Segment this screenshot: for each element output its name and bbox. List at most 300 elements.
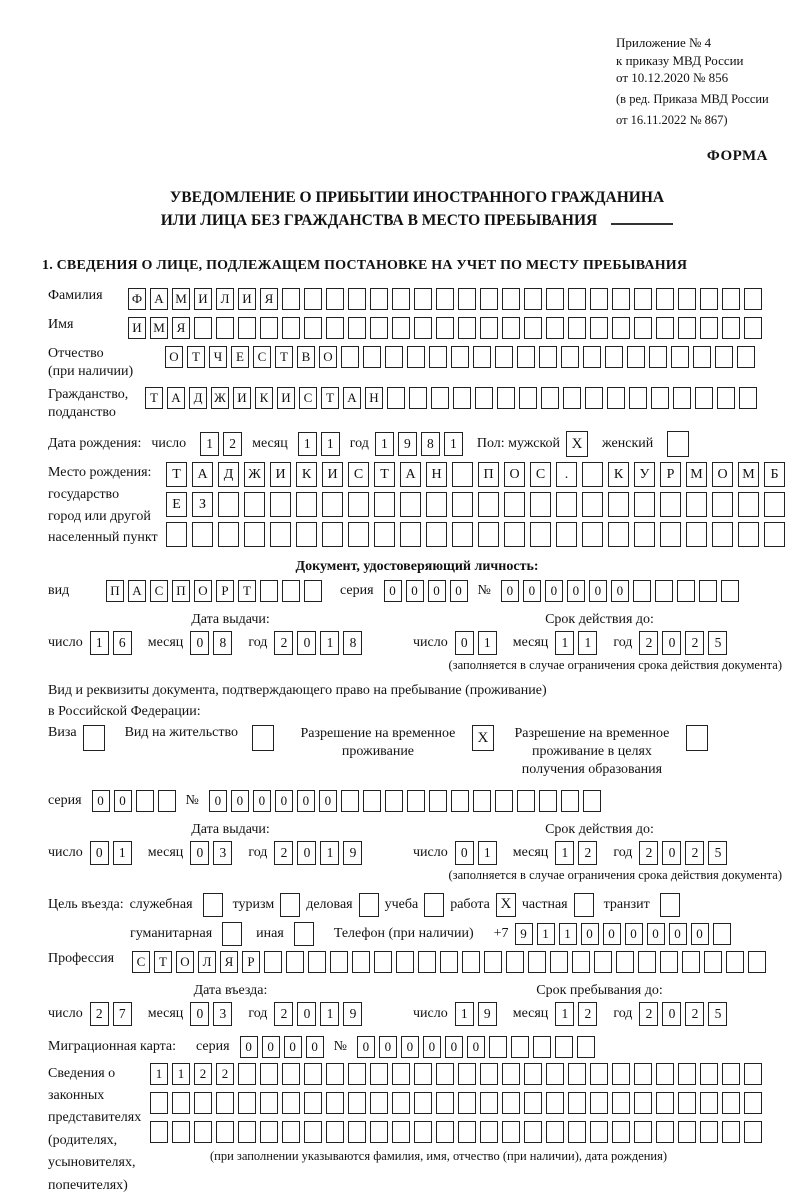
char-box[interactable]: 2 xyxy=(274,631,293,655)
char-box[interactable] xyxy=(282,1092,300,1114)
char-box[interactable]: 1 xyxy=(578,631,597,655)
char-box[interactable]: И xyxy=(270,462,291,487)
char-box[interactable] xyxy=(304,1121,322,1143)
char-box[interactable] xyxy=(524,317,542,339)
char-box[interactable] xyxy=(541,387,559,409)
char-box[interactable]: А xyxy=(128,580,146,602)
char-box[interactable] xyxy=(296,492,317,517)
char-box[interactable] xyxy=(304,317,322,339)
char-box[interactable] xyxy=(489,1036,507,1058)
char-box[interactable] xyxy=(409,387,427,409)
char-box[interactable] xyxy=(270,522,291,547)
char-box[interactable] xyxy=(392,1121,410,1143)
purpose-transit-checkbox[interactable] xyxy=(660,893,680,917)
char-box[interactable] xyxy=(608,522,629,547)
char-box[interactable]: 3 xyxy=(213,1002,232,1026)
char-box[interactable]: У xyxy=(634,462,655,487)
char-box[interactable] xyxy=(326,1092,344,1114)
char-box[interactable] xyxy=(348,522,369,547)
char-box[interactable]: 5 xyxy=(708,841,727,865)
char-box[interactable] xyxy=(764,522,785,547)
char-box[interactable] xyxy=(452,492,473,517)
char-box[interactable] xyxy=(546,1063,564,1085)
char-box[interactable]: 8 xyxy=(343,631,362,655)
char-box[interactable] xyxy=(480,1092,498,1114)
char-box[interactable] xyxy=(370,1092,388,1114)
char-box[interactable]: С xyxy=(348,462,369,487)
char-box[interactable] xyxy=(458,1063,476,1085)
char-box[interactable] xyxy=(713,923,731,945)
char-box[interactable]: И xyxy=(322,462,343,487)
char-box[interactable]: П xyxy=(106,580,124,602)
char-box[interactable] xyxy=(192,522,213,547)
char-box[interactable]: О xyxy=(165,346,183,368)
char-box[interactable] xyxy=(700,288,718,310)
purpose-work-checkbox[interactable]: X xyxy=(496,893,516,917)
char-box[interactable] xyxy=(326,1121,344,1143)
char-box[interactable] xyxy=(480,1121,498,1143)
char-box[interactable] xyxy=(473,346,491,368)
char-box[interactable]: 0 xyxy=(297,790,315,812)
char-box[interactable] xyxy=(715,346,733,368)
char-box[interactable]: 2 xyxy=(639,841,658,865)
char-box[interactable]: 1 xyxy=(559,923,577,945)
char-box[interactable]: 0 xyxy=(262,1036,280,1058)
char-box[interactable] xyxy=(656,1121,674,1143)
char-box[interactable]: 2 xyxy=(578,841,597,865)
char-box[interactable] xyxy=(238,317,256,339)
char-box[interactable] xyxy=(286,951,304,973)
char-box[interactable] xyxy=(462,951,480,973)
char-box[interactable]: С xyxy=(253,346,271,368)
char-box[interactable] xyxy=(511,1036,529,1058)
char-box[interactable] xyxy=(326,288,344,310)
char-box[interactable] xyxy=(504,522,525,547)
char-box[interactable] xyxy=(721,580,739,602)
char-box[interactable] xyxy=(308,951,326,973)
temp-residence-checkbox[interactable]: X xyxy=(472,725,494,751)
char-box[interactable] xyxy=(577,1036,595,1058)
char-box[interactable] xyxy=(158,790,176,812)
char-box[interactable]: 0 xyxy=(357,1036,375,1058)
char-box[interactable] xyxy=(282,317,300,339)
char-box[interactable] xyxy=(414,317,432,339)
char-box[interactable]: 2 xyxy=(274,1002,293,1026)
char-box[interactable] xyxy=(678,1121,696,1143)
char-box[interactable] xyxy=(385,346,403,368)
char-box[interactable] xyxy=(634,1063,652,1085)
char-box[interactable]: З xyxy=(192,492,213,517)
char-box[interactable]: 9 xyxy=(343,841,362,865)
char-box[interactable]: Т xyxy=(321,387,339,409)
purpose-other-checkbox[interactable] xyxy=(294,922,314,946)
char-box[interactable] xyxy=(546,288,564,310)
char-box[interactable]: . xyxy=(556,462,577,487)
char-box[interactable]: 2 xyxy=(685,841,704,865)
char-box[interactable]: 0 xyxy=(545,580,563,602)
char-box[interactable]: Е xyxy=(231,346,249,368)
char-box[interactable] xyxy=(561,346,579,368)
char-box[interactable] xyxy=(136,790,154,812)
char-box[interactable] xyxy=(480,317,498,339)
char-box[interactable]: 1 xyxy=(555,631,574,655)
char-box[interactable] xyxy=(528,951,546,973)
char-box[interactable]: 0 xyxy=(428,580,446,602)
char-box[interactable]: 0 xyxy=(306,1036,324,1058)
char-box[interactable]: А xyxy=(167,387,185,409)
char-box[interactable] xyxy=(712,492,733,517)
char-box[interactable]: С xyxy=(150,580,168,602)
char-box[interactable] xyxy=(634,492,655,517)
char-box[interactable] xyxy=(282,580,300,602)
char-box[interactable] xyxy=(370,1121,388,1143)
char-box[interactable] xyxy=(678,1063,696,1085)
char-box[interactable] xyxy=(414,1092,432,1114)
char-box[interactable]: 0 xyxy=(647,923,665,945)
char-box[interactable]: 2 xyxy=(216,1063,234,1085)
char-box[interactable]: 0 xyxy=(567,580,585,602)
char-box[interactable] xyxy=(304,1092,322,1114)
char-box[interactable] xyxy=(700,1063,718,1085)
char-box[interactable] xyxy=(594,951,612,973)
char-box[interactable] xyxy=(407,346,425,368)
char-box[interactable] xyxy=(238,1121,256,1143)
char-box[interactable] xyxy=(627,346,645,368)
char-box[interactable] xyxy=(436,1063,454,1085)
char-box[interactable] xyxy=(605,346,623,368)
char-box[interactable]: 1 xyxy=(320,1002,339,1026)
char-box[interactable] xyxy=(546,1121,564,1143)
char-box[interactable]: 0 xyxy=(297,631,316,655)
char-box[interactable]: 0 xyxy=(319,790,337,812)
char-box[interactable] xyxy=(660,522,681,547)
char-box[interactable]: 1 xyxy=(555,841,574,865)
char-box[interactable] xyxy=(260,1121,278,1143)
char-box[interactable] xyxy=(238,1063,256,1085)
char-box[interactable]: 2 xyxy=(274,841,293,865)
char-box[interactable] xyxy=(660,492,681,517)
purpose-humanitarian-checkbox[interactable] xyxy=(222,922,242,946)
char-box[interactable] xyxy=(387,387,405,409)
char-box[interactable]: 3 xyxy=(213,841,232,865)
char-box[interactable]: 0 xyxy=(467,1036,485,1058)
char-box[interactable] xyxy=(260,580,278,602)
char-box[interactable] xyxy=(304,1063,322,1085)
char-box[interactable]: 0 xyxy=(297,1002,316,1026)
char-box[interactable] xyxy=(282,1121,300,1143)
char-box[interactable] xyxy=(352,951,370,973)
char-box[interactable] xyxy=(495,346,513,368)
char-box[interactable]: 1 xyxy=(90,631,109,655)
char-box[interactable]: 9 xyxy=(343,1002,362,1026)
char-box[interactable]: С xyxy=(530,462,551,487)
char-box[interactable]: 0 xyxy=(445,1036,463,1058)
char-box[interactable]: Т xyxy=(187,346,205,368)
char-box[interactable]: Т xyxy=(154,951,172,973)
char-box[interactable] xyxy=(341,346,359,368)
char-box[interactable]: Т xyxy=(275,346,293,368)
char-box[interactable] xyxy=(218,522,239,547)
char-box[interactable] xyxy=(348,1092,366,1114)
char-box[interactable] xyxy=(608,492,629,517)
char-box[interactable] xyxy=(374,951,392,973)
char-box[interactable] xyxy=(678,317,696,339)
char-box[interactable] xyxy=(530,492,551,517)
char-box[interactable] xyxy=(546,317,564,339)
char-box[interactable]: 0 xyxy=(190,841,209,865)
char-box[interactable] xyxy=(497,387,515,409)
char-box[interactable] xyxy=(555,1036,573,1058)
char-box[interactable]: 2 xyxy=(194,1063,212,1085)
char-box[interactable]: А xyxy=(150,288,168,310)
char-box[interactable]: 2 xyxy=(223,432,242,456)
char-box[interactable] xyxy=(451,346,469,368)
char-box[interactable] xyxy=(172,1121,190,1143)
char-box[interactable] xyxy=(150,1121,168,1143)
char-box[interactable] xyxy=(524,1092,542,1114)
char-box[interactable] xyxy=(556,522,577,547)
char-box[interactable] xyxy=(524,288,542,310)
char-box[interactable] xyxy=(363,346,381,368)
char-box[interactable] xyxy=(738,492,759,517)
char-box[interactable] xyxy=(326,317,344,339)
char-box[interactable]: Ж xyxy=(244,462,265,487)
char-box[interactable]: Б xyxy=(764,462,785,487)
char-box[interactable] xyxy=(722,317,740,339)
visa-checkbox[interactable] xyxy=(83,725,105,751)
char-box[interactable] xyxy=(585,387,603,409)
char-box[interactable]: 0 xyxy=(297,841,316,865)
char-box[interactable]: 1 xyxy=(321,432,340,456)
char-box[interactable]: О xyxy=(319,346,337,368)
char-box[interactable] xyxy=(634,317,652,339)
char-box[interactable] xyxy=(612,1121,630,1143)
char-box[interactable] xyxy=(458,1092,476,1114)
char-box[interactable] xyxy=(194,317,212,339)
char-box[interactable] xyxy=(429,346,447,368)
char-box[interactable] xyxy=(451,790,469,812)
char-box[interactable] xyxy=(633,580,651,602)
char-box[interactable]: 0 xyxy=(253,790,271,812)
char-box[interactable]: А xyxy=(400,462,421,487)
char-box[interactable]: М xyxy=(172,288,190,310)
char-box[interactable] xyxy=(475,387,493,409)
char-box[interactable]: 1 xyxy=(298,432,317,456)
char-box[interactable] xyxy=(194,1092,212,1114)
char-box[interactable] xyxy=(660,951,678,973)
char-box[interactable]: Р xyxy=(242,951,260,973)
char-box[interactable]: 0 xyxy=(114,790,132,812)
char-box[interactable] xyxy=(568,317,586,339)
char-box[interactable] xyxy=(517,346,535,368)
char-box[interactable]: Р xyxy=(660,462,681,487)
char-box[interactable]: 0 xyxy=(455,841,474,865)
temp-residence-education-checkbox[interactable] xyxy=(686,725,708,751)
char-box[interactable]: И xyxy=(128,317,146,339)
char-box[interactable] xyxy=(612,1063,630,1085)
char-box[interactable] xyxy=(561,790,579,812)
purpose-private-checkbox[interactable] xyxy=(574,893,594,917)
char-box[interactable]: И xyxy=(233,387,251,409)
char-box[interactable] xyxy=(264,951,282,973)
char-box[interactable] xyxy=(218,492,239,517)
char-box[interactable] xyxy=(431,387,449,409)
char-box[interactable] xyxy=(533,1036,551,1058)
char-box[interactable]: 9 xyxy=(515,923,533,945)
char-box[interactable]: Т xyxy=(166,462,187,487)
char-box[interactable] xyxy=(370,317,388,339)
char-box[interactable] xyxy=(452,522,473,547)
char-box[interactable] xyxy=(436,317,454,339)
char-box[interactable] xyxy=(656,1092,674,1114)
char-box[interactable] xyxy=(270,492,291,517)
char-box[interactable] xyxy=(712,522,733,547)
purpose-tourism-checkbox[interactable] xyxy=(280,893,300,917)
char-box[interactable]: 1 xyxy=(444,432,463,456)
char-box[interactable] xyxy=(322,492,343,517)
char-box[interactable]: 8 xyxy=(421,432,440,456)
char-box[interactable]: 0 xyxy=(90,841,109,865)
char-box[interactable] xyxy=(473,790,491,812)
char-box[interactable] xyxy=(686,522,707,547)
char-box[interactable]: 0 xyxy=(669,923,687,945)
char-box[interactable] xyxy=(304,580,322,602)
char-box[interactable]: 1 xyxy=(113,841,132,865)
char-box[interactable]: 0 xyxy=(625,923,643,945)
char-box[interactable]: 0 xyxy=(190,1002,209,1026)
char-box[interactable] xyxy=(737,346,755,368)
char-box[interactable]: К xyxy=(608,462,629,487)
char-box[interactable] xyxy=(546,1092,564,1114)
char-box[interactable] xyxy=(495,790,513,812)
char-box[interactable] xyxy=(671,346,689,368)
char-box[interactable] xyxy=(744,1092,762,1114)
char-box[interactable] xyxy=(348,288,366,310)
char-box[interactable] xyxy=(304,288,322,310)
char-box[interactable]: 0 xyxy=(523,580,541,602)
char-box[interactable]: С xyxy=(299,387,317,409)
char-box[interactable] xyxy=(392,317,410,339)
char-box[interactable] xyxy=(172,1092,190,1114)
char-box[interactable] xyxy=(458,288,476,310)
char-box[interactable] xyxy=(699,580,717,602)
char-box[interactable] xyxy=(738,522,759,547)
char-box[interactable] xyxy=(563,387,581,409)
char-box[interactable] xyxy=(524,1121,542,1143)
char-box[interactable]: 9 xyxy=(478,1002,497,1026)
char-box[interactable] xyxy=(582,492,603,517)
sex-female-checkbox[interactable] xyxy=(667,431,689,457)
char-box[interactable]: К xyxy=(255,387,273,409)
char-box[interactable] xyxy=(616,951,634,973)
char-box[interactable] xyxy=(414,1063,432,1085)
char-box[interactable]: 0 xyxy=(691,923,709,945)
char-box[interactable] xyxy=(656,288,674,310)
char-box[interactable] xyxy=(418,951,436,973)
char-box[interactable] xyxy=(722,1092,740,1114)
char-box[interactable]: К xyxy=(296,462,317,487)
char-box[interactable]: 0 xyxy=(406,580,424,602)
char-box[interactable] xyxy=(530,522,551,547)
char-box[interactable]: Д xyxy=(218,462,239,487)
char-box[interactable] xyxy=(216,1121,234,1143)
char-box[interactable]: 1 xyxy=(172,1063,190,1085)
char-box[interactable] xyxy=(612,1092,630,1114)
char-box[interactable]: 8 xyxy=(213,631,232,655)
char-box[interactable]: 0 xyxy=(581,923,599,945)
char-box[interactable] xyxy=(348,1121,366,1143)
char-box[interactable]: 1 xyxy=(320,841,339,865)
char-box[interactable] xyxy=(539,346,557,368)
char-box[interactable] xyxy=(282,1063,300,1085)
char-box[interactable]: 1 xyxy=(537,923,555,945)
char-box[interactable] xyxy=(150,1092,168,1114)
char-box[interactable]: 5 xyxy=(708,1002,727,1026)
char-box[interactable]: 1 xyxy=(320,631,339,655)
char-box[interactable] xyxy=(649,346,667,368)
char-box[interactable] xyxy=(502,1121,520,1143)
char-box[interactable]: А xyxy=(192,462,213,487)
char-box[interactable]: 0 xyxy=(92,790,110,812)
char-box[interactable] xyxy=(502,1092,520,1114)
char-box[interactable] xyxy=(739,387,757,409)
char-box[interactable]: 5 xyxy=(708,631,727,655)
purpose-official-checkbox[interactable] xyxy=(203,893,223,917)
char-box[interactable] xyxy=(407,790,425,812)
char-box[interactable] xyxy=(440,951,458,973)
char-box[interactable]: В xyxy=(297,346,315,368)
char-box[interactable]: 2 xyxy=(685,631,704,655)
char-box[interactable]: 0 xyxy=(284,1036,302,1058)
char-box[interactable] xyxy=(478,492,499,517)
char-box[interactable]: Д xyxy=(189,387,207,409)
char-box[interactable]: Ф xyxy=(128,288,146,310)
char-box[interactable] xyxy=(700,317,718,339)
char-box[interactable] xyxy=(348,1063,366,1085)
char-box[interactable] xyxy=(341,790,359,812)
char-box[interactable] xyxy=(590,317,608,339)
char-box[interactable]: О xyxy=(194,580,212,602)
char-box[interactable] xyxy=(260,1092,278,1114)
char-box[interactable]: Т xyxy=(145,387,163,409)
char-box[interactable]: Н xyxy=(426,462,447,487)
char-box[interactable] xyxy=(656,1063,674,1085)
char-box[interactable] xyxy=(634,522,655,547)
char-box[interactable] xyxy=(506,951,524,973)
char-box[interactable] xyxy=(539,790,557,812)
sex-male-checkbox[interactable]: X xyxy=(566,431,588,457)
char-box[interactable]: И xyxy=(277,387,295,409)
char-box[interactable]: 0 xyxy=(423,1036,441,1058)
char-box[interactable]: С xyxy=(132,951,150,973)
char-box[interactable]: П xyxy=(172,580,190,602)
char-box[interactable] xyxy=(634,1121,652,1143)
char-box[interactable] xyxy=(582,522,603,547)
char-box[interactable] xyxy=(677,580,695,602)
char-box[interactable] xyxy=(556,492,577,517)
char-box[interactable] xyxy=(582,462,603,487)
char-box[interactable]: 2 xyxy=(90,1002,109,1026)
char-box[interactable] xyxy=(392,288,410,310)
char-box[interactable]: 1 xyxy=(555,1002,574,1026)
char-box[interactable]: 0 xyxy=(384,580,402,602)
char-box[interactable] xyxy=(385,790,403,812)
char-box[interactable] xyxy=(629,387,647,409)
char-box[interactable] xyxy=(480,1063,498,1085)
char-box[interactable]: Я xyxy=(172,317,190,339)
char-box[interactable] xyxy=(568,1092,586,1114)
char-box[interactable] xyxy=(678,1092,696,1114)
